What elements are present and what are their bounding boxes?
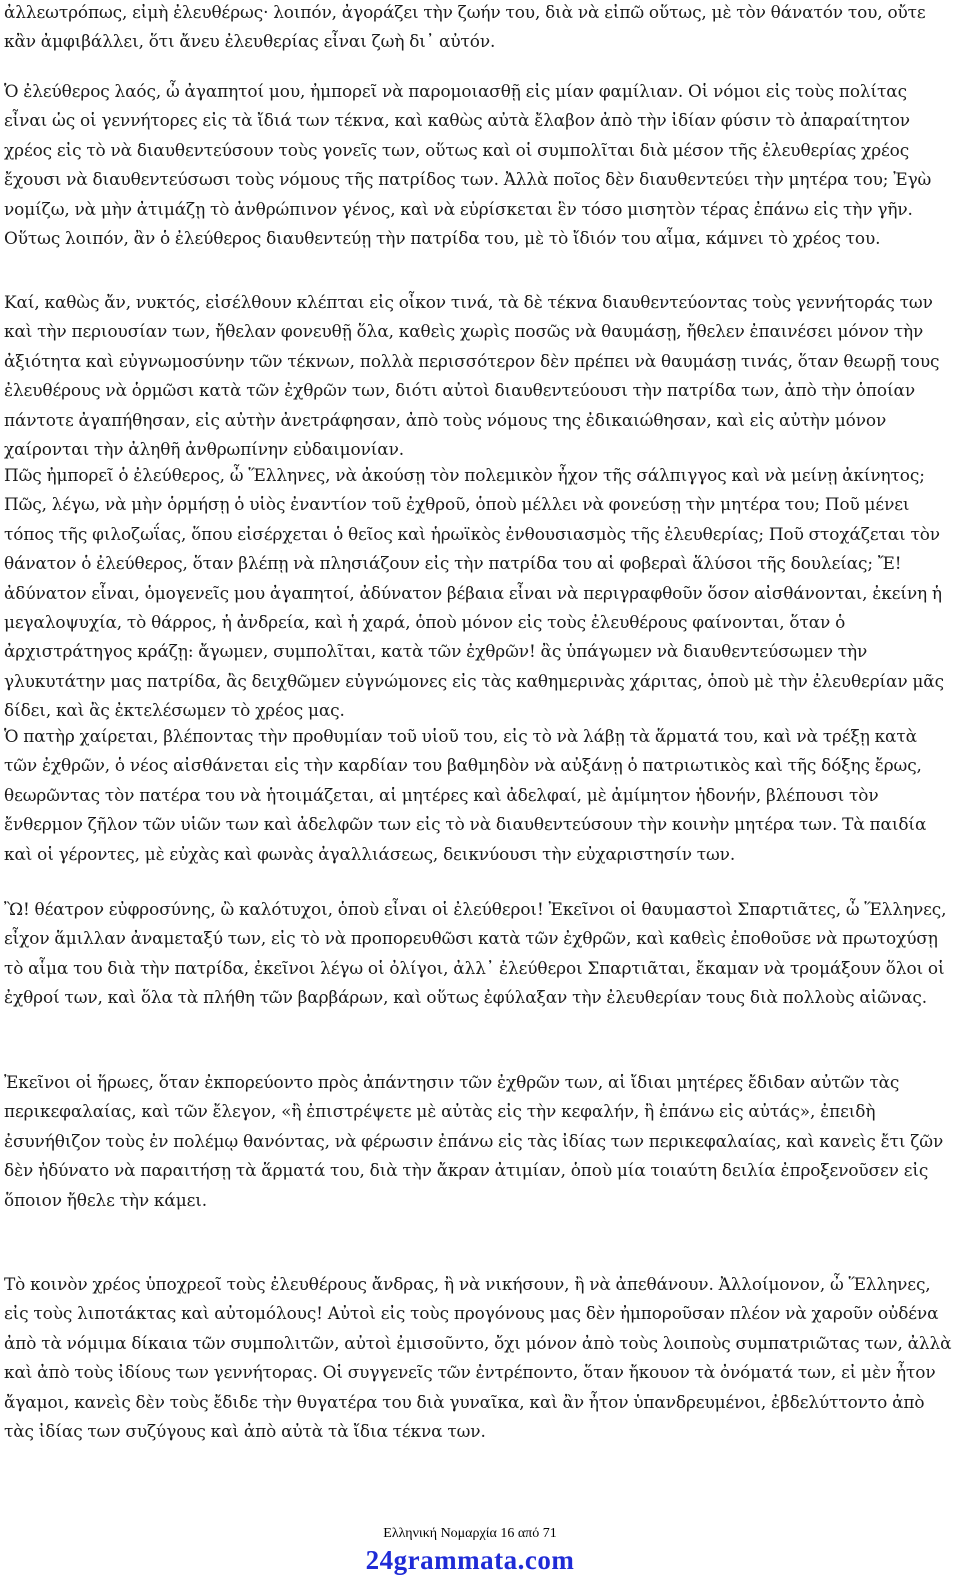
paragraph: Τὸ κοινὸν χρέος ὑποχρεοῖ τοὺς ἐλευθέρους ἄνδρας, ἢ νὰ νικήσουν, ἢ νὰ ἀπεθάνουν. Ἀλλοίμονον, ὦ Ἕλληνες, εἰς τοὺς λιποτάκτας καὶ αὐτομόλους! Αὐτοὶ εἰς τοὺς προγόνους μας δὲν ἠμποροῦσαν πλέον νὰ χαροῦν οὐδένα ἀπὸ τὰ νόμιμα δίκαια τῶν συμπολιτῶν, αὐτοὶ ἐμισοῦντο, ὄχι μόνον ἀπὸ τοὺς λοιποὺς συμπατριῶτας των, ἀλλὰ καὶ ἀπὸ τοὺς ἰδίους των γεννήτορας. Οἱ συγγενεῖς τῶν ἐντρέποντο, ὅταν ἤκουον τὰ ὀνόματά των, εἰ μὲν ἦτον ἄγαμοι, κανεὶς δὲν τοὺς ἔδιδε τὴν θυγατέρα του διὰ γυναῖκα, καὶ ἂν ἦτον ὑπανδρευμένοι, ἐβδελύττοντο ἀπὸ τὰς ἰδίας των συζύγους καὶ ἀπὸ αὐτὰ τὰ ἴδια τέκνα των. bbox=[4, 1274, 952, 1442]
paragraph: Πῶς ἠμπορεῖ ὁ ἐλεύθερος, ὦ Ἕλληνες, νὰ ἀκούσῃ τὸν πολεμικὸν ἦχον τῆς σάλπιγγος καὶ νὰ μείνῃ ἀκίνητος; Πῶς, λέγω, νὰ μὴν ὁρμήσῃ ὁ υἱὸς ἐναντίον τοῦ ἐχθροῦ, ὁποὺ μέλλει νὰ φονεύσῃ τὴν μητέρα του; Ποῦ μένει τόπος τῆς φιλοζωΐας, ὅπου εἰσέρχεται ὁ θεῖος καὶ ἡρωϊκὸς ἐνθουσιασμὸς τῆς ἐλευθερίας; Ποῦ στοχάζεται τὸν θάνατον ὁ ἐλεύθερος, ὅταν βλέπῃ νὰ πλησιάζουν εἰς τὴν πατρίδα του αἱ φοβεραὶ ἅλύσοι τῆς δουλείας; Ἔ! ἀδύνατον εἶναι, ὁμογενεῖς μου ἀγαπητοί, ἀδύνατον βέβαια εἶναι νὰ περιγραφθοῦν ὅσον αἰσθάνονται, ἐκείνη ἡ μεγαλοψυχία, τὸ θάρρος, ἡ ἀνδρεία, καὶ ἡ χαρά, ὁποὺ μόνον εἰς τοὺς ἐλευθέρους φαίνονται, ὅταν ὁ ἀρχιστράτηγος κράζῃ: ἄγωμεν, συμπολῖται, κατὰ τῶν ἐχθρῶν! ἂς ὑπάγωμεν νὰ διαυθεντεύσωμεν τὴν γλυκυτάτην μας πατρίδα, ἂς δειχθῶμεν εὐγνώμονες εἰς τὰς καθημερινὰς χάριτας, ὁποὺ μὲ τὴν ἐλευθερίαν μᾶς δίδει, καὶ ἂς ἐκτελέσωμεν τὸ χρέος μας. bbox=[4, 465, 944, 721]
paragraph: ἀλλεωτρόπως, εἰμὴ ἐλευθέρως· λοιπόν, ἀγοράζει τὴν ζωήν του, διὰ νὰ εἰπῶ οὕτως, μὲ τὸν θάνατόν του, οὔτε κἂν ἀμφιβάλλει, ὅτι ἄνευ ἐλευθερίας εἶναι ζωὴ δι᾽ αὐτόν. bbox=[4, 2, 926, 52]
paragraph: Ἐκεῖνοι οἱ ἥρωες, ὅταν ἐκπορεύοντο πρὸς ἀπάντησιν τῶν ἐχθρῶν των, αἱ ἴδιαι μητέρες ἔδιδαν αὐτῶν τὰς περικεφαλαίας, καὶ τῶν ἔλεγον, «ἢ ἐπιστρέψετε μὲ αὐτὰς εἰς τὴν κεφαλήν, ἢ ἐπάνω εἰς αὐτάς», ἐπειδὴ ἐσυνήθιζον τοὺς ἐν πολέμῳ θανόντας, νὰ φέρωσιν ἐπάνω εἰς τὰς ἰδίας των περικεφαλαίας, καὶ κανεὶς ἔτι ζῶν δὲν ἠδύνατο νὰ παραιτήσῃ τὰ ἅρματά του, διὰ τὴν ἄκραν ἀτιμίαν, ὁποὺ μία τοιαύτη δειλία ἐπροξενοῦσεν εἰς ὅποιον ἤθελε τὴν κάμει. bbox=[4, 1072, 944, 1210]
page-number: Ελληνική Νομαρχία 16 από 71 bbox=[383, 1526, 557, 1541]
paragraph: Ὁ πατὴρ χαίρεται, βλέποντας τὴν προθυμίαν τοῦ υἱοῦ του, εἰς τὸ νὰ λάβῃ τὰ ἅρματά του, καὶ νὰ τρέξῃ κατὰ τῶν ἐχθρῶν, ὁ νέος αἰσθάνεται εἰς τὴν καρδίαν του βαθμηδὸν νὰ αὐξάνῃ ὁ πατριωτικὸς καὶ τῆς δόξης ἔρως, θεωρῶντας τὸν πατέρα του νὰ ἡτοιμάζεται, αἱ μητέρες καὶ ἀδελφαί, μὲ ἀμίμητον ἡδονήν, βλέπουσι τὸν ἔνθερμον ζῆλον τῶν υἱῶν των καὶ ἀδελφῶν των εἰς τὸ νὰ διαυθεντεύσουν τὴν κοινὴν μητέρα των. Τὰ παιδία καὶ οἱ γέροντες, μὲ εὐχὰς καὶ φωνὰς ἀγαλλιάσεως, δεικνύουσι τὴν εὐχαριστησίν των. bbox=[4, 726, 927, 864]
paragraph: Ὁ ἐλεύθερος λαός, ὦ ἀγαπητοί μου, ἠμπορεῖ νὰ παρομοιασθῇ εἰς μίαν φαμίλιαν. Οἱ νόμοι εἰς τοὺς πολίτας εἶναι ὡς οἱ γεννήτορες εἰς τὰ ἴδιά των τέκνα, καὶ καθὼς αὐτὰ ἔλαβον ἀπὸ τὴν ἰδίαν φύσιν τὸ ἀπαραίτητον χρέος εἰς τὸ νὰ διαυθεντεύσουν τοὺς γονεῖς των, οὕτως καὶ οἱ συμπολῖται διὰ μέσον τῆς ἐλευθερίας χρέος ἔχουσι νὰ διαυθεντεύσωσι τοὺς νόμους τῆς πατρίδος των. Ἀλλὰ ποῖος δὲν διαυθεντεύει τὴν μητέρα του; Ἐγὼ νομίζω, νὰ μὴν ἀτιμάζῃ τὸ ἀνθρώπινον γένος, καὶ νὰ εὑρίσκεται ἓν τόσο μισητὸν τέρας ἐπάνω εἰς τὴν γῆν. Οὕτως λοιπόν, ἂν ὁ ἐλεύθερος διαυθεντεύῃ τὴν πατρίδα του, μὲ τὸ ἴδιόν του αἷμα, κάμνει τὸ χρέος του. bbox=[4, 81, 932, 249]
paragraph: Ὢ! θέατρον εὐφροσύνης, ὢ καλότυχοι, ὁποὺ εἶναι οἱ ἐλεύθεροι! Ἐκεῖνοι οἱ θαυμαστοὶ Σπαρτιᾶτες, ὦ Ἕλληνες, εἶχον ἅμιλλαν ἀναμεταξύ των, εἰς τὸ νὰ προπορευθῶσι κατὰ τῶν ἐχθρῶν, καὶ καθεὶς ἐποθοῦσε νὰ πρωτοχύσῃ τὸ αἷμα του διὰ τὴν πατρίδα, ἐκεῖνοι λέγω οἱ ὀλίγοι, ἀλλ᾽ ἐλεύθεροι Σπαρτιᾶται, ἔκαμαν νὰ τρομάξουν ὅλοι οἱ ἐχθροί των, καὶ ὅλα τὰ πλήθη τῶν βαρβάρων, καὶ οὕτως ἐφύλαξαν τὴν ἐλευθερίαν τους διὰ πολλοὺς αἰῶνας. bbox=[4, 899, 947, 1008]
paragraph: Καί, καθὼς ἄν, νυκτός, εἰσέλθουν κλέπται εἰς οἶκον τινά, τὰ δὲ τέκνα διαυθεντεύοντας τοὺς γεννήτοράς των καὶ τὴν περιουσίαν των, ἤθελαν φονευθῇ ὅλα, καθεὶς χωρὶς ποσῶς νὰ θαυμάσῃ, ἤθελεν ἐπαινέσει μόνον τὴν ἀξιότητα καὶ εὐγνωμοσύνην τῶν τέκνων, πολλὰ περισσότερον δὲν πρέπει νὰ θαυμάσῃ τινάς, ὅταν θεωρῇ τους ἐλευθέρους νὰ ὁρμῶσι κατὰ τῶν ἐχθρῶν των, διότι αὐτοὶ διαυθεντεύουσι τὴν πατρίδα των, ἀπὸ τὴν ὁποίαν πάντοτε ἀγαπήθησαν, εἰς αὐτὴν ἀνετράφησαν, ἀπὸ τοὺς νόμους της ἐδικαιώθησαν, καὶ εἰς αὐτὴν μόνον χαίρονται τὴν ἀληθῆ ἀνθρωπίνην εὐδαιμονίαν. bbox=[4, 292, 940, 460]
site-link[interactable]: 24grammata.com bbox=[365, 1545, 575, 1575]
